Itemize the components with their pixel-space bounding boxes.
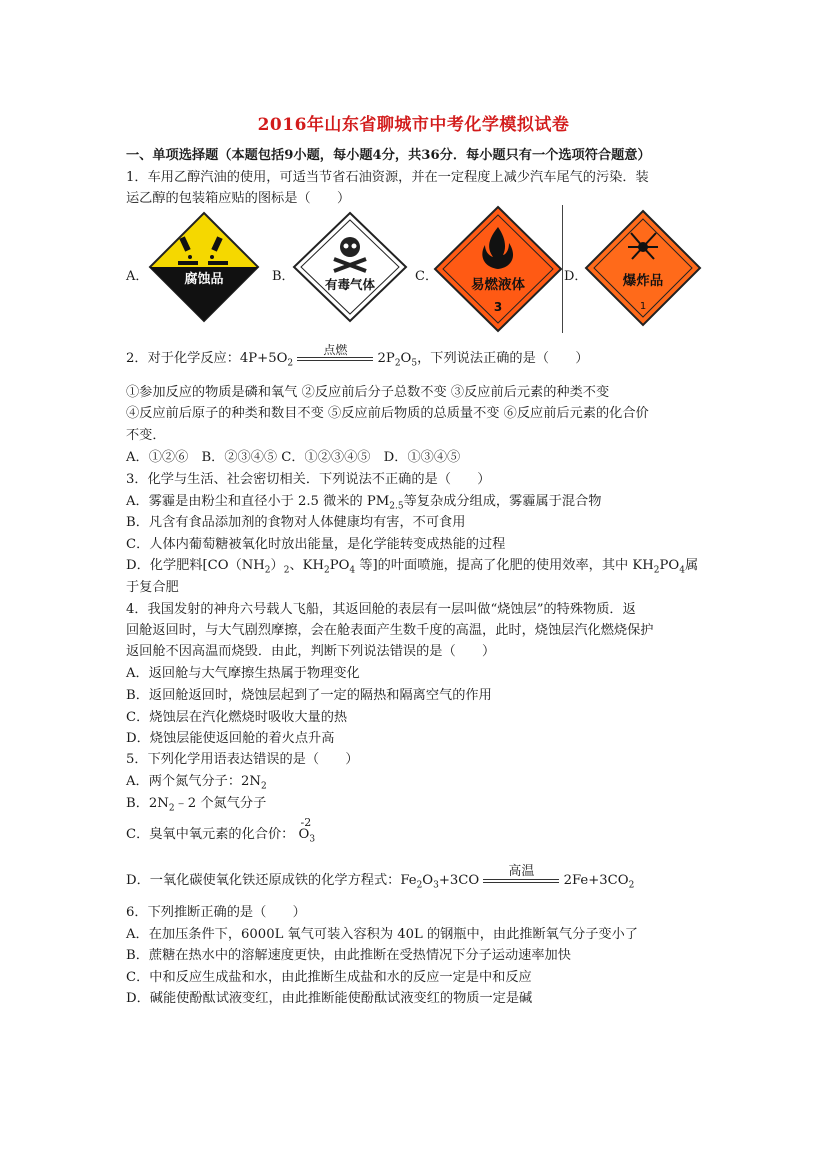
q1-stem-line2: 运乙醇的包装箱应贴的图标是（ ） <box>126 191 351 206</box>
q4-stem-line3: 返回舱不因高温而烧毁．由此，判断下列说法错误的是（ ） <box>126 644 496 659</box>
q1-option-c: C． <box>415 269 438 284</box>
q5-option-d: D．一氧化碳使氧化铁还原成铁的化学方程式：$Fe_2O_3+3CO$ 高温 $2Fe+3CO_2$ <box>126 864 635 891</box>
q1-option-a: A． <box>126 269 149 284</box>
q3-stem: 3．化学与生活、社会密切相关．下列说法不正确的是（ ） <box>126 472 491 487</box>
q1-option-d: D． <box>564 269 588 284</box>
q2-options: A．①②⑥ B．②③④⑤ C．①②③④⑤ D．①③④⑤ <box>126 450 461 465</box>
flammable-liquid-class-number: 3 <box>493 300 503 314</box>
q6-stem: 6．下列推断正确的是（ ） <box>126 905 306 920</box>
q3-option-d-line2: 于复合肥 <box>126 580 179 595</box>
divider-line <box>562 205 563 333</box>
q2-statements-2: ④反应前后原子的种类和数目不变 ⑤反应前后物质的总质量不变 ⑥反应前后元素的化合价 <box>126 406 649 421</box>
explosive-class-number: 1 <box>639 301 647 312</box>
valence-notation: -2 $O_3$ <box>298 816 316 845</box>
explosive-sign-icon <box>584 209 702 327</box>
toxic-gas-sign-label: 有毒气体 <box>324 277 376 292</box>
q5-option-a: A．两个氮气分子：$2N_2$ <box>126 774 267 792</box>
q1-option-b: B． <box>272 269 295 284</box>
q6-option-b: B．蔗糖在热水中的溶解速度更快，由此推断在受热情况下分子运动速率加快 <box>126 948 571 963</box>
q2-stem: 2．对于化学反应：$4P+5O_2$ 点燃 $2P_2O_5$，下列说法正确的是（ ） <box>126 343 589 369</box>
q4-option-c: C．烧蚀层在汽化燃烧时吸收大量的热 <box>126 710 348 725</box>
flammable-liquid-sign-icon <box>433 205 563 333</box>
q6-option-a: A．在加压条件下，6000L 氧气可装入容积为 40L 的钢瓶中，由此推断氧气分子变小了 <box>126 927 638 942</box>
page-title: 2016年山东省聊城市中考化学模拟试卷 <box>257 115 570 135</box>
q2-statements-1: ①参加反应的物质是磷和氧气 ②反应前后分子总数不变 ③反应前后元素的种类不变 <box>126 385 610 400</box>
corrosive-sign-icon <box>148 211 260 323</box>
q4-stem-line2: 回舱返回时，与大气剧烈摩擦，会在舱表面产生数千度的高温，此时，烧蚀层汽化燃烧保护 <box>126 623 654 638</box>
q6-option-d: D．碱能使酚酞试液变红，由此推断能使酚酞试液变红的物质一定是碱 <box>126 991 533 1006</box>
q4-stem-line1: 4．我国发射的神舟六号载人飞船，其返回舱的表层有一层叫做“烧蚀层”的特殊物质．返 <box>126 602 636 617</box>
q4-option-b: B．返回舱返回时，烧蚀层起到了一定的隔热和隔离空气的作用 <box>126 688 492 703</box>
reaction-condition: 点燃 <box>297 343 373 361</box>
q1-sign-options <box>126 205 726 335</box>
q3-option-b: B．凡含有食品添加剂的食物对人体健康均有害，不可食用 <box>126 515 466 530</box>
q2-statements-3: 不变． <box>126 428 166 443</box>
q5-option-b: B．$2N_2﹣2$ 个氮气分子 <box>126 796 267 814</box>
q5-stem: 5．下列化学用语表达错误的是（ ） <box>126 752 359 767</box>
toxic-gas-sign-icon <box>292 211 408 323</box>
flammable-liquid-sign-label: 易燃液体 <box>471 277 525 293</box>
q4-option-d: D．烧蚀层能使返回舱的着火点升高 <box>126 731 335 746</box>
q5-option-c: C．臭氧中氧元素的化合价： -2 $O_3$ <box>126 826 321 849</box>
q6-option-c: C．中和反应生成盐和水，由此推断生成盐和水的反应一定是中和反应 <box>126 970 532 985</box>
q1-stem-line1: 1．车用乙醇汽油的使用，可适当节省石油资源，并在一定程度上减少汽车尾气的污染．装 <box>126 170 649 185</box>
section-heading: 一、单项选择题（本题包括9小题，每小题4分，共36分．每小题只有一个选项符合题意） <box>126 148 651 163</box>
q3-option-a: A．雾霾是由粉尘和直径小于 2.5 微米的 $PM_{2.5}$等复杂成分组成，雾霾属于混合物 <box>126 494 602 512</box>
q3-option-c: C．人体内葡萄糖被氧化时放出能量，是化学能转变成热能的过程 <box>126 537 506 552</box>
explosive-sign-label: 爆炸品 <box>622 273 664 289</box>
q3-option-d: D．化学肥料[$CO(NH_2)_2$、$KH_2PO_4$ 等]的叶面喷施，提高了化肥的使用效率，其中 $KH_2PO_4$属 <box>126 558 699 576</box>
corrosive-sign-label: 腐蚀品 <box>184 272 224 287</box>
q4-option-a: A．返回舱与大气摩擦生热属于物理变化 <box>126 666 360 681</box>
reaction-condition-high-temp: 高温 <box>483 865 559 883</box>
